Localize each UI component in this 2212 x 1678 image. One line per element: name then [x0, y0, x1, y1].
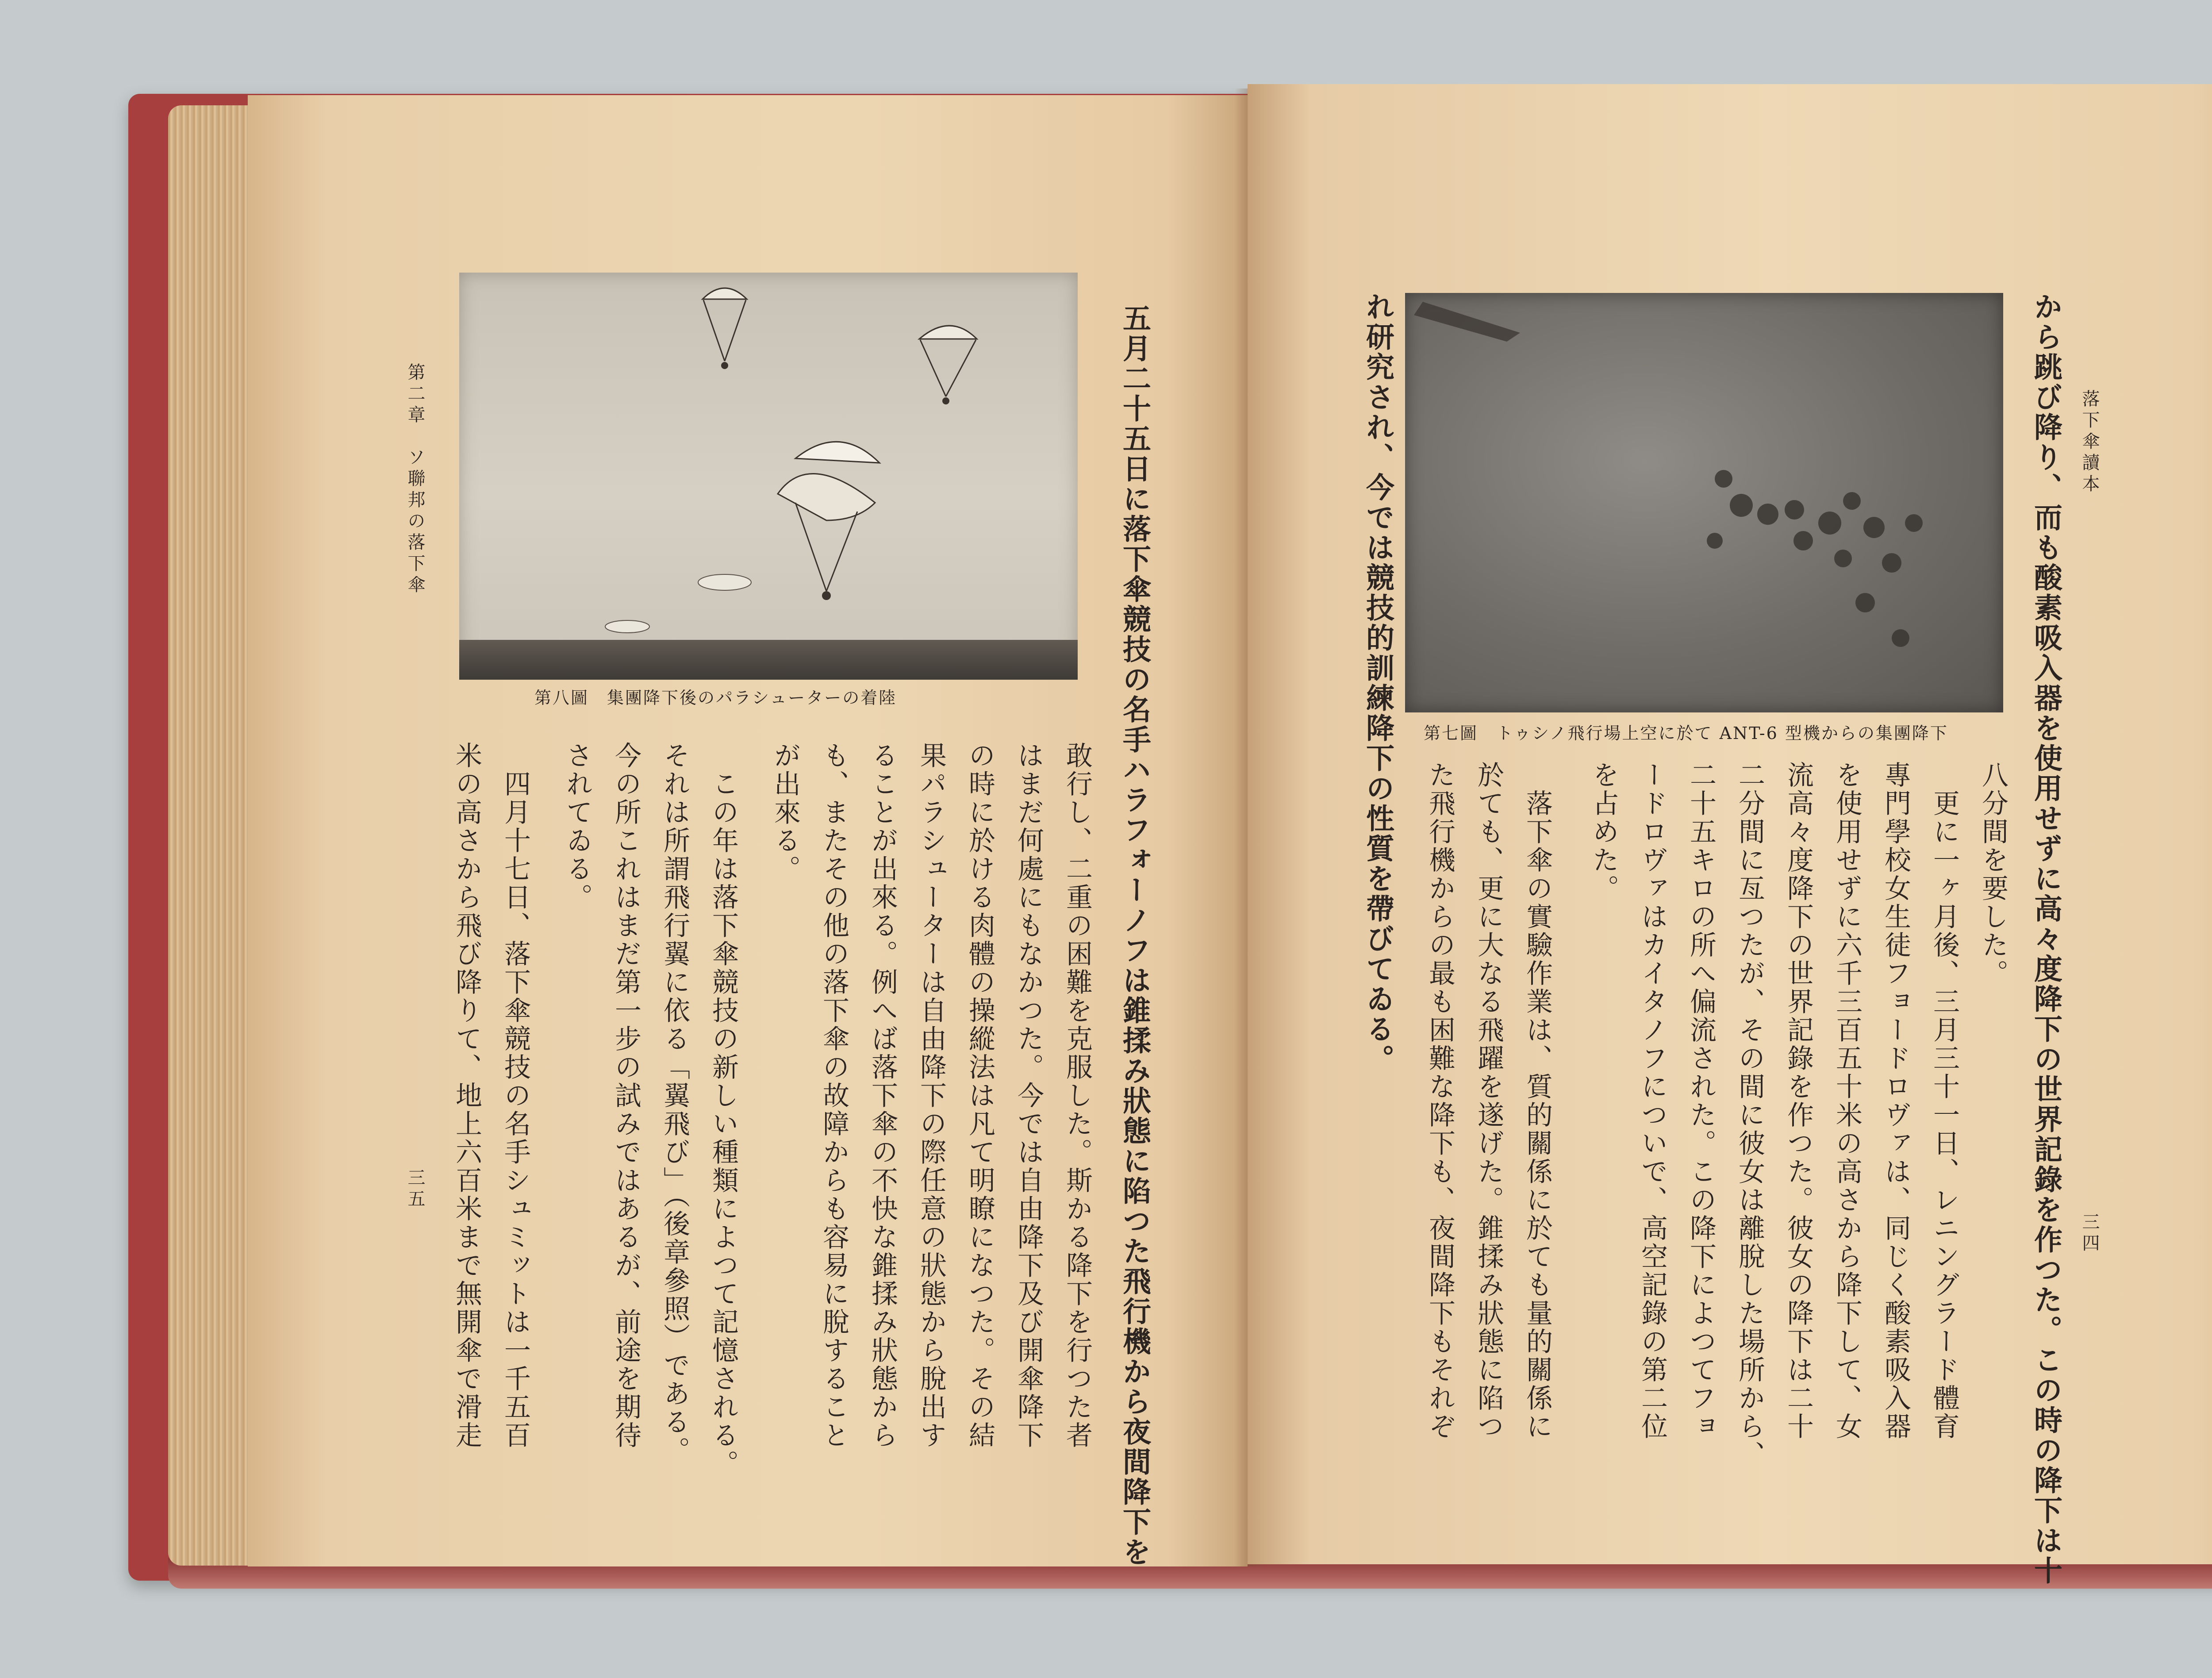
left-body-column-11: 今の所これはまだ第一步の試みではあるが、前途を期待	[611, 742, 641, 1450]
right-body-column-12: 落下傘の實驗作業は、質的關係に於ても量的關係に	[1522, 761, 1553, 1441]
aircraft-wing	[1414, 302, 1520, 342]
right-body-column-5: 專門學校女生徒フョードロヴァは、同じく酸素吸入器	[1880, 761, 1911, 1441]
left-body-column-6: ることが出來る。例へば落下傘の不快な錐揉み狀態から	[867, 742, 898, 1450]
right-figure-photo	[1405, 293, 2003, 712]
left-body-column-5: 果パラシューターは自由降下の際任意の狀態から脫出す	[916, 742, 947, 1450]
left-body-column-3: はまだ何處にもなかつた。今では自由降下及び開傘降下	[1013, 742, 1044, 1450]
right-body-column-7: 流高々度降下の世界記錄を作つた。彼女の降下は二十	[1783, 761, 1814, 1441]
right-page-number: 三四	[2079, 1212, 2100, 1255]
ground-horizon	[459, 640, 1078, 680]
right-body-column-10: ードロヴァはカイタノフについで、高空記錄の第二位	[1637, 761, 1668, 1441]
right-body-column-13: 於ても、更に大なる飛躍を遂げた。錐揉み狀態に陷つ	[1473, 761, 1504, 1441]
left-figure-photo	[459, 273, 1078, 680]
left-page-number: 三五	[405, 1168, 425, 1211]
right-body-column-2: れ研究され、今では競技的訓練降下の性質を帶びてゐる。	[1361, 292, 1394, 1074]
right-body-column-4: 更に一ヶ月後、三月三十一日、レニングラード體育	[1929, 761, 1960, 1441]
left-body-column-13: 四月十七日、落下傘競技の名手シュミットは一千五百	[500, 742, 531, 1450]
parachute-landing-illustration	[459, 273, 1078, 680]
left-body-column-8: が出來る。	[770, 742, 801, 883]
right-body-column-14: た飛行機からの最も困難な降下も、夜間降下もそれぞ	[1425, 761, 1455, 1441]
right-body-column-11: を占めた。	[1588, 761, 1619, 903]
right-body-column-3: 八分間を要した。	[1978, 761, 2008, 988]
left-body-column-1: 五月二十五日に落下傘競技の名手ハラフォーノフは錐揉み狀態に陷つた飛行機から夜間降下を	[1118, 304, 1151, 1567]
parachutist-figure	[721, 362, 728, 369]
right-body-column-8: 二分間に亙つたが、その間に彼女は離脫した場所から、	[1734, 761, 1765, 1469]
left-figure-caption: 第八圖 集團降下後のパラシューターの着陸	[534, 688, 897, 708]
left-body-column-4: の時に於ける肉體の操縱法は凡て明瞭になつた。その結	[964, 742, 995, 1450]
right-body-column-6: を使用せずに六千三百五十米の高さから降下して、女	[1832, 761, 1863, 1441]
left-body-column-9: この年は落下傘競技の新しい種類によつて記憶される。	[708, 742, 739, 1478]
right-figure-caption: 第七圖 トゥシノ飛行場上空に於て ANT-6 型機からの集團降下	[1424, 724, 1948, 743]
left-body-column-14: 米の高さから飛び降りて、地上六百米まで無開傘で滑走	[451, 742, 482, 1450]
right-running-head: 落下傘讀本	[2079, 389, 2100, 496]
right-body-column-1: から跳び降り、而も酸素吸入器を使用せずに高々度降下の世界記錄を作つた。この時の降下は十	[2029, 292, 2062, 1586]
left-body-column-2: 敢行し、二重の困難を克服した。斯かる降下を行つた者	[1062, 742, 1093, 1450]
left-body-column-12: されてゐる。	[562, 742, 593, 912]
right-body-column-9: 二十五キロの所へ偏流された。この降下によつてフョ	[1686, 761, 1717, 1441]
aerial-parachute-drop-illustration	[1405, 293, 2003, 712]
left-body-column-10: それは所謂飛行翼に依る「翼飛び」（後章參照）である。	[659, 742, 690, 1465]
left-running-head: 第二章 ソ聯邦の落下傘	[405, 363, 425, 597]
left-body-column-7: も、またその他の落下傘の故障からも容易に脫すること	[818, 742, 849, 1450]
